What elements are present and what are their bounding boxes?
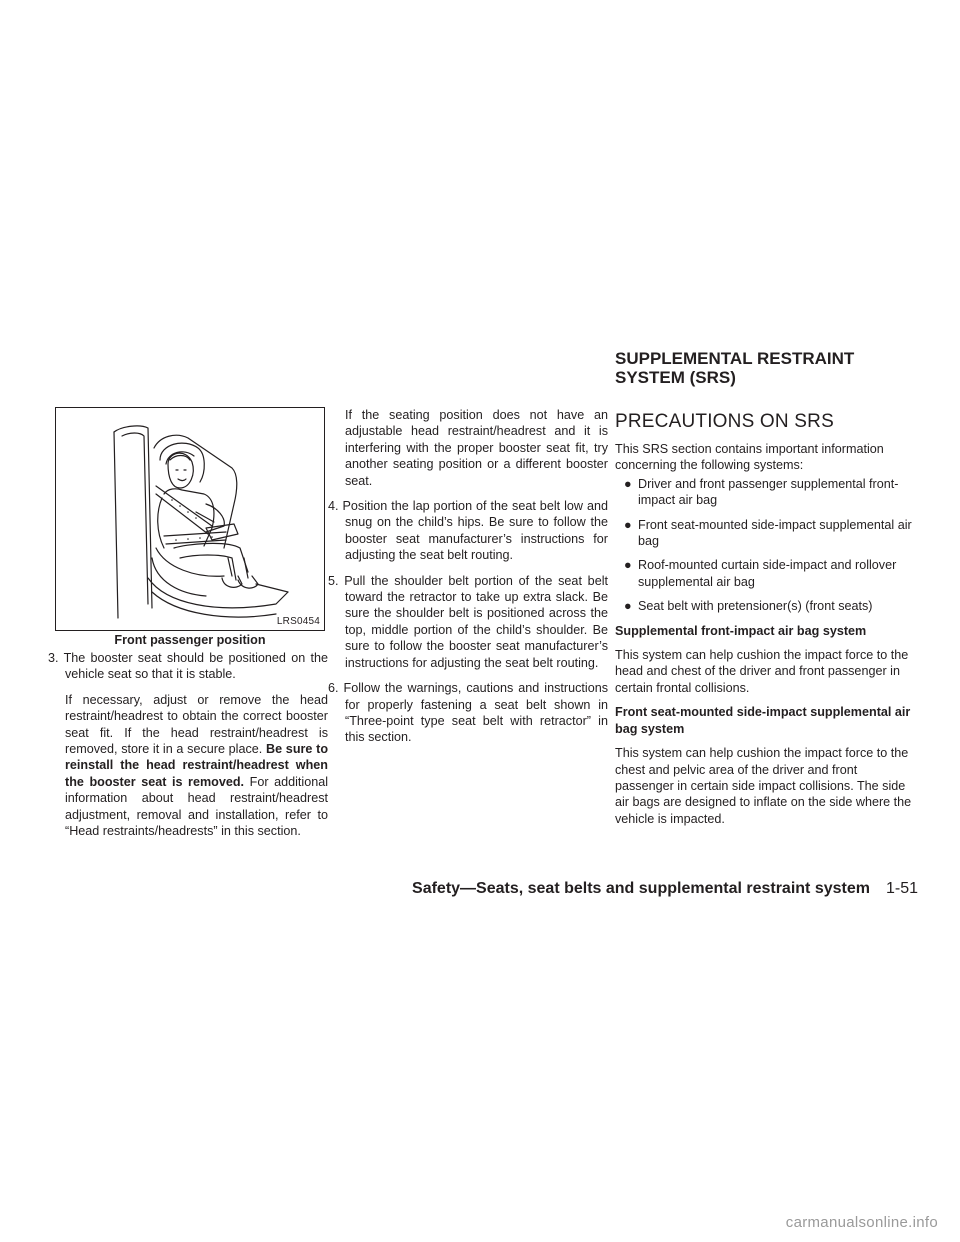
child-in-booster-seat-illustration	[56, 408, 324, 630]
item-number: 6.	[328, 681, 339, 696]
section-title-line-1: SUPPLEMENTAL RESTRAINT	[615, 349, 855, 368]
section-title-line-2: SYSTEM (SRS)	[615, 367, 736, 387]
front-impact-text: This system can help cushion the impact force to the head and chest of the driver and front passenger in certain frontal collisions.	[615, 648, 909, 695]
item-text: The booster seat should be positioned on the vehicle seat so that it is stable.	[63, 651, 328, 682]
item-text: Follow the warnings, cautions and instructions for properly fastening a seat belt shown in “Three-point type seat belt with retractor” in this section.	[343, 681, 609, 745]
booster-seat-figure	[55, 407, 325, 631]
bullet-icon: ●	[624, 558, 632, 573]
list-item: ● Front seat-mounted side-impact supplemental air bag	[624, 517, 912, 549]
right-column	[615, 407, 915, 835]
watermark: carmanualsonline.info	[785, 1214, 938, 1231]
continued-paragraph: If the seating position does not have an adjustable head restraint/headrest and it is interfering with the proper booster seat fit, try another seating position or a different booster seat.	[345, 408, 608, 488]
item-number: 5.	[328, 573, 339, 588]
footer-title: Safety—Seats, seat belts and supplemental restraint system	[412, 880, 870, 897]
bullet-icon: ●	[624, 476, 632, 491]
paragraph-tail: For additional information about head restraint/headrest adjustment, removal and installation, refer to “Head restraints/headrests” in this section.	[65, 774, 328, 839]
precautions-heading: PRECAUTIONS ON SRS	[615, 411, 834, 432]
left-column	[48, 650, 328, 839]
item-text: Position the lap portion of the seat belt low and snug on the child’s hips. Be sure to follow the booster seat manufacturer’s instructions for adjusting the seat belt routing.	[342, 499, 608, 563]
bullet-icon: ●	[624, 599, 632, 614]
page-footer	[0, 879, 918, 899]
side-impact-subheading: Front seat-mounted side-impact supplemental air bag system	[615, 705, 911, 736]
list-item: ● Seat belt with pretensioner(s) (front seats)	[624, 599, 873, 614]
list-item-4	[328, 498, 608, 564]
page-number: 1-51	[885, 880, 918, 897]
list-item-5	[328, 573, 608, 671]
front-impact-subheading: Supplemental front-impact air bag system	[615, 623, 867, 638]
item-text: Pull the shoulder belt portion of the seat belt toward the retractor to take up extra slack. Be sure the shoulder belt is positioned across the top, middle portion of the child’s shoulder. Be sure to follow the booster seat manufacturer’s instructions for adjusting the seat belt routing.	[344, 573, 608, 670]
bullet-icon: ●	[624, 517, 632, 532]
list-item-6	[328, 680, 608, 746]
srs-systems-list	[615, 476, 915, 615]
item-number: 3.	[48, 651, 59, 665]
list-item-3	[48, 650, 328, 683]
list-item: ● Driver and front passenger supplemental front-impact air bag	[624, 476, 899, 508]
reinstall-warning: Be sure to reinstall the head restraint/headrest when the booster seat is removed.	[65, 742, 329, 789]
figure-code: LRS0454	[276, 616, 320, 627]
item-number: 4.	[328, 499, 339, 514]
middle-column	[328, 407, 608, 746]
paragraph-intro: If necessary, adjust or remove the head restraint/headrest to obtain the correct booster seat fit. If the head restraint/headrest is removed, store it in a secure place.	[65, 692, 328, 757]
figure-caption: Front passenger position	[114, 633, 266, 647]
section-title	[615, 350, 915, 387]
list-item: ● Roof-mounted curtain side-impact and rollover supplemental air bag	[624, 558, 897, 589]
head-restraint-paragraph	[48, 692, 328, 840]
srs-intro: This SRS section contains important information concerning the following systems:	[615, 442, 884, 473]
side-impact-text: This system can help cushion the impact force to the chest and pelvic area of the driver and front passenger in certain side impact collisions. The side air bags are designed to inflate on the side where the vehicle is impacted.	[615, 746, 912, 826]
